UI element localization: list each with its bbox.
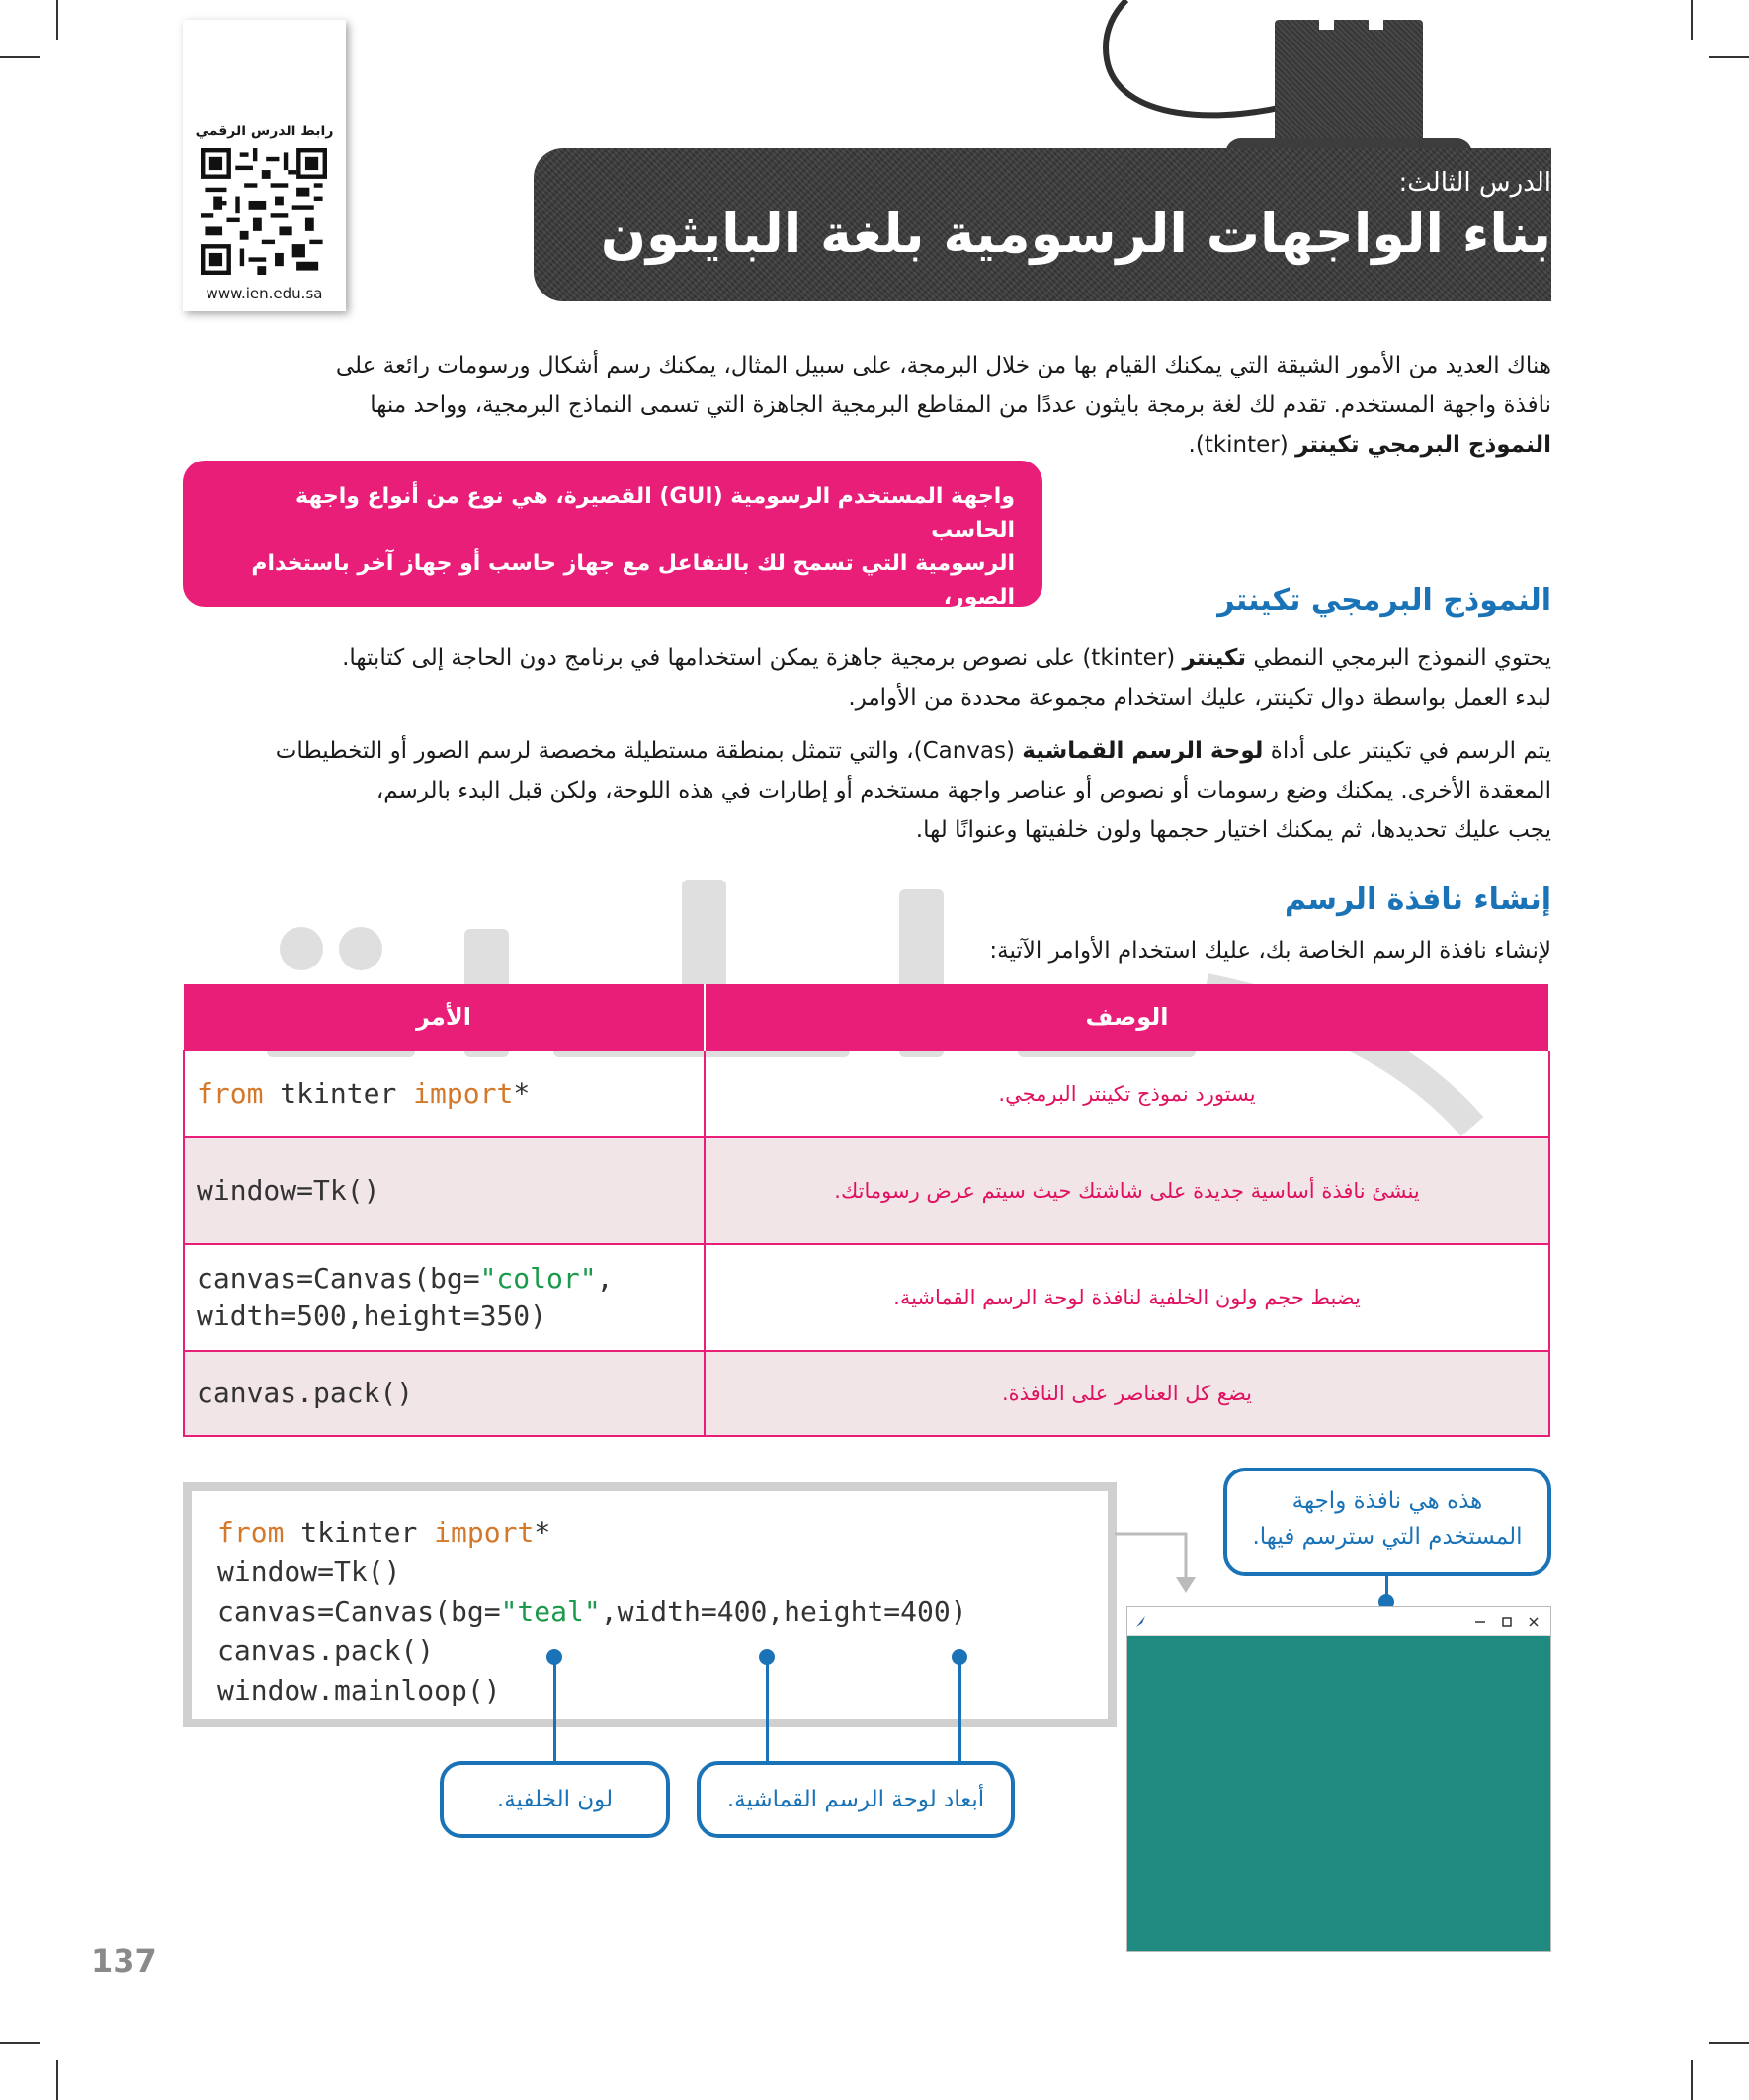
code-text: tkinter [284,1516,435,1549]
table-row [184,1351,1549,1436]
paragraph-line: المعقدة الأخرى. يمكنك وضع رسومات أو نصوص أو عناصر واجهة مستخدم أو إطارات في هذه اللوحة، ولكن قبل البدء بالرسم، [375,778,1551,803]
qr-code-icon[interactable] [201,148,327,275]
plug-prong [1319,0,1334,30]
dimensions-bubble: أبعاد لوحة الرسم القماشية. [697,1761,1015,1838]
crop-mark [56,0,58,40]
keyword: import [434,1516,535,1549]
section-heading-tkinter: النموذج البرمجي تكينتر [1217,583,1551,618]
tkinter-paragraph [188,638,1551,717]
lesson-label: الدرس الثالث: [1398,168,1551,198]
window-title-bar[interactable] [1127,1607,1550,1636]
code-line: canvas.pack() [217,1635,435,1667]
connector-dot [952,1649,967,1665]
plug-decoration [1275,20,1423,158]
column-header-command: الأمر [184,984,705,1050]
command-cell [184,1050,705,1137]
crop-mark [1691,2060,1693,2100]
table-row [184,1137,1549,1244]
command-cell: canvas.pack() [184,1351,705,1436]
code-text: canvas=Canvas(bg= [197,1262,480,1295]
text-span: يتم الرسم في تكينتر على أداة [1263,738,1551,764]
callout-line: والرموز، والعناصر الرسومية الأخرى، بدلًا من النص فقط. [412,619,1015,643]
qr-caption: رابط الدرس الرقمي [195,124,334,139]
minimize-icon[interactable] [1473,1615,1487,1629]
text-span: يحتوي النموذج البرمجي النمطي [1246,645,1551,671]
connector-dot [759,1649,775,1665]
description-cell: يضع كل العناصر على النافذة. [705,1351,1549,1436]
code-line: window.mainloop() [217,1674,501,1707]
crop-mark [1691,0,1693,40]
intro-line: نافذة واجهة المستخدم. تقدم لك لغة برمجة بايثون عددًا من المقاطع البرمجية الجاهزة التي تسمى النماذج البرمجية، وواحد منها [370,392,1551,418]
crop-mark [0,2042,40,2044]
code-text: width=500,height=350) [197,1300,547,1332]
table-header-row [184,984,1549,1050]
connector-line [553,1655,556,1764]
keyword: import [413,1077,514,1110]
bubble-line: هذه هي نافذة واجهة [1291,1488,1483,1514]
callout-line: الرسومية التي تسمح لك بالتفاعل مع جهاز حاسب أو جهاز آخر باستخدام الصور، [251,551,1015,610]
lesson-title: بناء الواجهات الرسومية بلغة البايثون [600,203,1551,265]
paragraph-line [188,731,1551,771]
connector-line [766,1655,769,1764]
window-note-bubble [1223,1468,1551,1576]
code-sample [217,1513,967,1711]
tk-window[interactable] [1126,1606,1551,1952]
description-cell: يستورد نموذج تكينتر البرمجي. [705,1050,1549,1137]
paragraph-line: يجب عليك تحديدها، ثم يمكنك اختيار حجمها ولون خلفيتها وعنوانًا لها. [915,817,1551,843]
crop-mark [0,56,40,58]
command-cell: window=Tk() [184,1137,705,1244]
string-literal: "color" [479,1262,597,1295]
code-text: , [596,1262,614,1295]
gui-definition-callout [183,461,1042,643]
crop-mark [1709,2042,1749,2044]
keyword: from [217,1516,285,1549]
text-span: (tkinter) على نصوص برمجية جاهزة يمكن استخدامها في برنامج دون الحاجة إلى كتابتها. [342,645,1183,671]
keyword: from [197,1077,264,1110]
arrow-to-window [1115,1522,1204,1601]
intro-line-rest: (tkinter). [1188,432,1296,458]
teal-canvas[interactable] [1127,1636,1550,1951]
page-number: 137 [91,1942,157,1979]
create-window-intro: لإنشاء نافذة الرسم الخاصة بك، عليك استخدام الأوامر الآتية: [989,938,1551,964]
qr-url[interactable]: www.ien.edu.sa [206,285,323,302]
feather-icon [1133,1613,1149,1629]
bubble-line: المستخدم التي سترسم فيها. [1252,1524,1523,1550]
section-heading-create-window: إنشاء نافذة الرسم [1284,882,1551,917]
intro-line: هناك العديد من الأمور الشيقة التي يمكنك القيام بها من خلال البرمجة، على سبيل المثال، يمكنك رسم أشكال ورسومات رائعة على [335,353,1551,378]
code-line: window=Tk() [217,1555,401,1588]
table-row [184,1244,1549,1351]
code-sample-box [183,1482,1117,1727]
code-text: canvas=Canvas(bg= [217,1595,501,1628]
bg-color-bubble: لون الخلفية. [440,1761,670,1838]
code-text: * [513,1077,531,1110]
paragraph-line [188,638,1551,678]
table-row [184,1050,1549,1137]
qr-card[interactable] [183,20,346,311]
intro-line [188,425,1551,464]
close-icon[interactable] [1527,1615,1541,1629]
bold-term: لوحة الرسم القماشية [1022,738,1264,764]
intro-bold-term: النموذج البرمجي تكينتر [1295,432,1551,458]
code-text: tkinter [263,1077,414,1110]
bold-term: تكينتر [1182,645,1247,671]
command-cell [184,1244,705,1351]
description-cell: ينشئ نافذة أساسية جديدة على شاشتك حيث سيتم عرض رسوماتك. [705,1137,1549,1244]
code-text: ,width=400,height=400) [600,1595,967,1628]
connector-dot [546,1649,562,1665]
crop-mark [1709,56,1749,58]
connector-line [958,1655,961,1764]
string-literal: "teal" [500,1595,601,1628]
description-cell: يضبط حجم ولون الخلفية لنافذة لوحة الرسم القماشية. [705,1244,1549,1351]
paragraph-line: لبدء العمل بواسطة دوال تكينتر، عليك استخدام مجموعة محددة من الأوامر. [848,685,1551,711]
canvas-paragraph [188,731,1551,850]
callout-line: واجهة المستخدم الرسومية (GUI) القصيرة، هي نوع من أنواع واجهة الحاسب [295,484,1015,543]
maximize-icon[interactable] [1500,1615,1514,1629]
commands-table [183,984,1550,1437]
crop-mark [56,2060,58,2100]
column-header-description: الوصف [705,984,1549,1050]
code-text: * [534,1516,551,1549]
text-span: (Canvas)، والتي تتمثل بمنطقة مستطيلة مخصصة لرسم الصور أو التخطيطات [275,738,1023,764]
intro-paragraph [188,346,1551,464]
plug-prong [1369,0,1383,30]
